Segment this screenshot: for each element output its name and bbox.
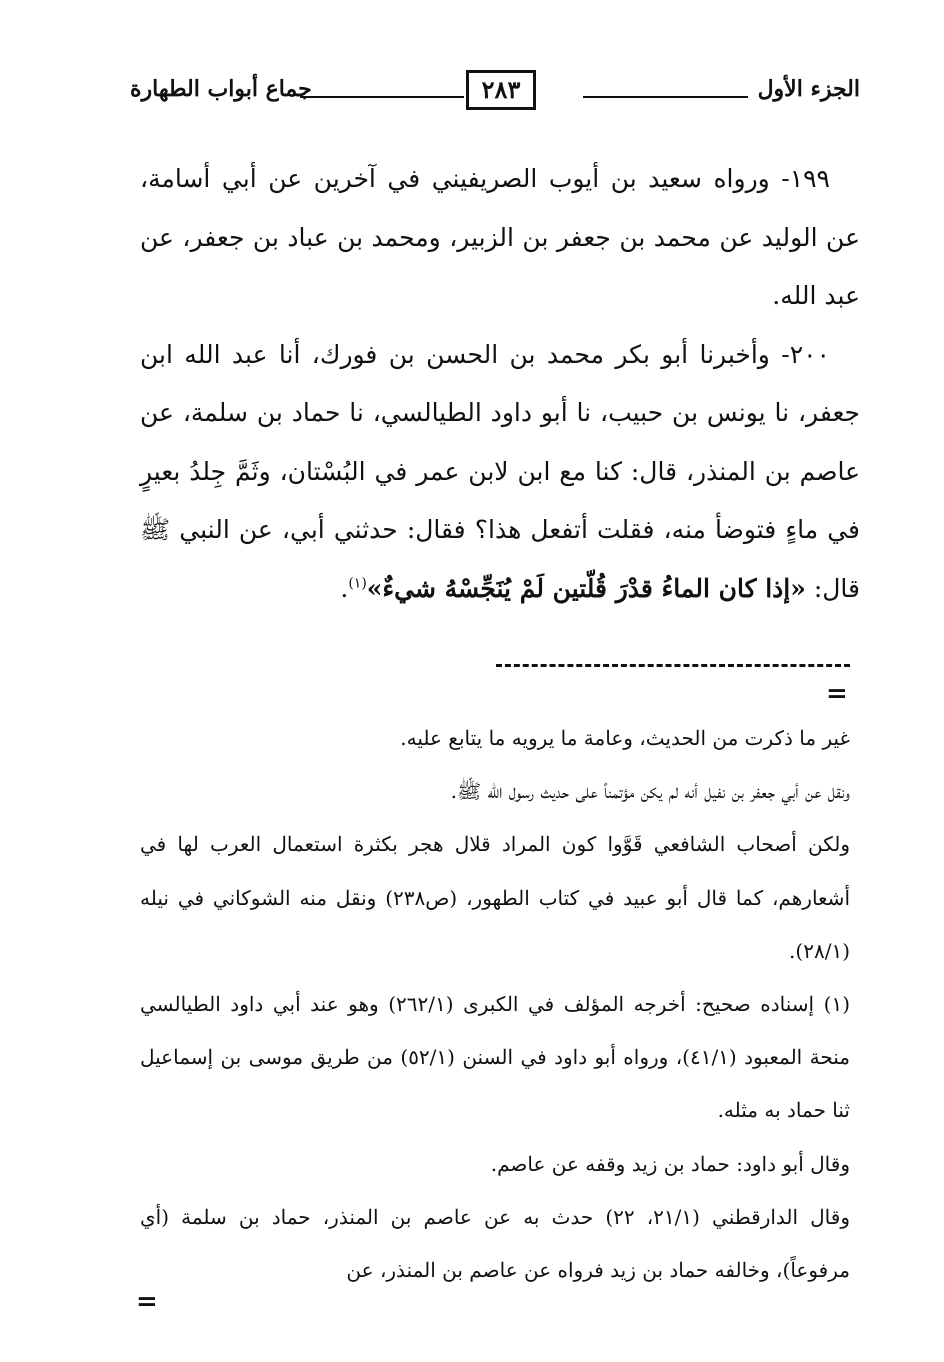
- running-header: [130, 62, 860, 118]
- paragraph-200: [140, 326, 860, 619]
- footnotes: [140, 712, 850, 1297]
- page-number-box: [466, 70, 536, 110]
- footnote-continued-paragraph: ولكن أصحاب الشافعي قَوَّوا كون المراد قلال هجر بكثرة استعمال العرب لها في أشعارهم، كما قال أبو عبيد في كتاب الطهور، (ص٢٣٨) ونقل منه الشوكاني في نيله (٢٨/١).: [140, 832, 850, 963]
- continuation-mark-bottom: =: [136, 1287, 158, 1317]
- footnote-1-abu-dawud: وقال أبو داود: حماد بن زيد وقفه عن عاصم.: [490, 1151, 850, 1176]
- page-number: ٢٨٣: [481, 75, 521, 104]
- paragraph-199: ١٩٩- ورواه سعيد بن أيوب الصريفيني في آخرين عن أبي أسامة، عن الوليد عن محمد بن جعفر بن الزبير، ومحمد بن عباد بن جعفر، عن عبد الله.: [140, 164, 860, 310]
- continuation-mark-top: =: [826, 679, 848, 709]
- header-rule-left: [300, 96, 464, 98]
- paragraph-200-text: ٢٠٠- وأخبرنا أبو بكر محمد بن الحسن بن فورك، أنا عبد الله ابن جعفر، نا يونس بن حبيب، نا أبو داود الطيالسي، نا حماد بن سلمة، عن عاصم بن المنذر، قال: كنا مع ابن لابن عمر في البُسْتان، وثَمَّ جِلدُ بعيرٍ في ماءٍ فتوضأ منه، فقلت أتفعل هذا؟ فقال: حدثني أبي، عن النبي ﷺ قال:: [140, 339, 860, 603]
- footnote-continued-line-2: ونقل عن أبي جعفر بن نفيل أنه لم يكن مؤتمناً على حديث رسول الله ﷺ.: [450, 779, 850, 804]
- footnote-continued-line-1: غير ما ذكرت من الحديث، وعامة ما يرويه ما يتابع عليه.: [400, 726, 850, 750]
- volume-label: الجزء الأول: [757, 76, 860, 102]
- footnote-separator: [496, 664, 850, 667]
- hadith-quote: «إذا كان الماءُ قدْرَ قُلّتين لَمْ يُنَجِّسْهُ شيءٌ»: [366, 573, 806, 603]
- main-text: [140, 150, 860, 618]
- header-rule-right: [583, 96, 748, 98]
- paragraph-200-end: .: [340, 573, 349, 603]
- footnote-ref: (١): [348, 575, 367, 592]
- chapter-title: جماع أبواب الطهارة: [130, 76, 312, 102]
- footnote-1-daraqutni: وقال الدارقطني (٢١/١، ٢٢) حدث به عن عاصم بن المنذر، حماد بن سلمة (أي مرفوعاً)، وخالفه حماد بن زيد فرواه عن عاصم بن المنذر، عن: [140, 1204, 850, 1283]
- footnote-1: (١) إسناده صحيح: أخرجه المؤلف في الكبرى (٢٦٢/١) وهو عند أبي داود الطيالسي منحة المعبود (٤١/١)، ورواه أبو داود في السنن (٥٢/١) من طريق موسى بن إسماعيل ثنا حماد به مثله.: [140, 992, 850, 1123]
